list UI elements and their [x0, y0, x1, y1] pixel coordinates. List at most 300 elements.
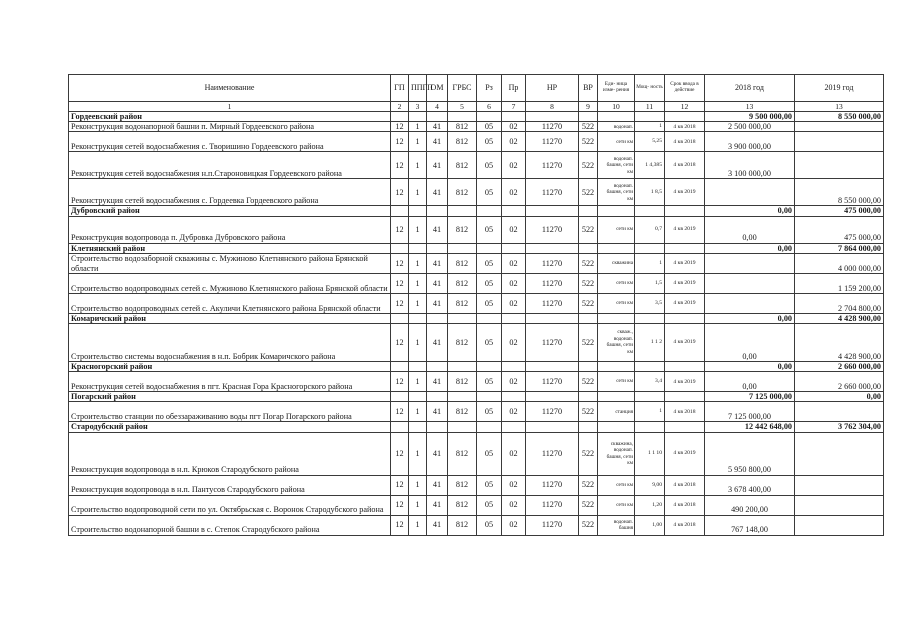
capacity-cell: 1 1 10 [635, 432, 665, 475]
ppgp-cell: 1 [409, 152, 427, 179]
value-2019: 475 000,00 [795, 216, 884, 243]
header-2019: 2019 год [795, 75, 884, 102]
value-2018: 3 100 000,00 [705, 152, 795, 179]
empty-cell [391, 112, 409, 122]
unit-cell: скважина [598, 253, 635, 273]
value-2018 [705, 179, 795, 206]
district-name: Комаричский район [69, 313, 391, 323]
empty-cell [635, 313, 665, 323]
rz-cell: 05 [477, 273, 502, 293]
om-cell: 41 [427, 179, 448, 206]
unit-cell: сети км [598, 495, 635, 515]
rz-cell: 05 [477, 323, 502, 361]
capacity-cell: 1,20 [635, 495, 665, 515]
empty-cell [526, 361, 579, 371]
empty-cell [598, 392, 635, 402]
unit-cell: сети км [598, 132, 635, 152]
project-row [69, 273, 884, 293]
empty-cell [409, 361, 427, 371]
nr-cell: 11270 [526, 216, 579, 243]
value-2018: 0,00 [705, 372, 795, 392]
unit-cell: станция [598, 402, 635, 422]
capacity-cell: 1 8,5 [635, 179, 665, 206]
unit-cell: водонап. башня, сети км [598, 152, 635, 179]
om-cell: 41 [427, 475, 448, 495]
value-2019 [795, 495, 884, 515]
empty-cell [391, 243, 409, 253]
empty-cell [635, 112, 665, 122]
ppgp-cell: 1 [409, 402, 427, 422]
rz-cell: 05 [477, 122, 502, 132]
om-cell: 41 [427, 132, 448, 152]
empty-cell [448, 206, 477, 216]
project-name: Реконструкция сетей водоснабжения с. Творишино Гордеевского района [69, 132, 391, 152]
vr-cell: 522 [579, 495, 598, 515]
project-row [69, 402, 884, 422]
om-cell: 41 [427, 253, 448, 273]
gp-cell: 12 [391, 122, 409, 132]
om-cell: 41 [427, 402, 448, 422]
pr-cell: 02 [502, 132, 526, 152]
gp-cell: 12 [391, 152, 409, 179]
empty-cell [665, 422, 705, 432]
gp-cell: 12 [391, 475, 409, 495]
project-row [69, 179, 884, 206]
empty-cell [477, 313, 502, 323]
empty-cell [502, 422, 526, 432]
ppgp-cell: 1 [409, 293, 427, 313]
empty-cell [409, 112, 427, 122]
grbs-cell: 812 [448, 179, 477, 206]
term-cell: 4 кв 2019 [665, 273, 705, 293]
nr-cell: 11270 [526, 179, 579, 206]
vr-cell: 522 [579, 293, 598, 313]
district-row [69, 422, 884, 432]
value-2019: 0,00 [795, 392, 884, 402]
project-row [69, 293, 884, 313]
capacity-cell: 1 1 2 [635, 323, 665, 361]
value-2018: 3 678 400,00 [705, 475, 795, 495]
district-row [69, 243, 884, 253]
empty-cell [448, 422, 477, 432]
value-2019: 2 704 800,00 [795, 293, 884, 313]
om-cell: 41 [427, 293, 448, 313]
pr-cell: 02 [502, 179, 526, 206]
col-number: 4 [427, 102, 448, 112]
term-cell: 4 кв 2018 [665, 122, 705, 132]
gp-cell: 12 [391, 372, 409, 392]
value-2018: 9 500 000,00 [705, 112, 795, 122]
project-row [69, 432, 884, 475]
grbs-cell: 812 [448, 216, 477, 243]
vr-cell: 522 [579, 515, 598, 535]
term-cell: 4 кв 2019 [665, 323, 705, 361]
grbs-cell: 812 [448, 132, 477, 152]
empty-cell [448, 392, 477, 402]
empty-cell [477, 392, 502, 402]
empty-cell [579, 392, 598, 402]
value-2019 [795, 432, 884, 475]
gp-cell: 12 [391, 253, 409, 273]
project-name: Реконструкция водонапорной башни п. Мирный Гордеевского района [69, 122, 391, 132]
district-row [69, 361, 884, 371]
grbs-cell: 812 [448, 293, 477, 313]
header-term: Срок ввода в действие [665, 75, 705, 102]
value-2019: 3 762 304,00 [795, 422, 884, 432]
project-name: Реконструкция сетей водоснабжения с. Гордеевка Гордеевского района [69, 179, 391, 206]
empty-cell [427, 392, 448, 402]
nr-cell: 11270 [526, 475, 579, 495]
empty-cell [635, 206, 665, 216]
header-capacity: Мощ- ность [635, 75, 665, 102]
header-pr: Пр [502, 75, 526, 102]
value-2019: 2 660 000,00 [795, 361, 884, 371]
gp-cell: 12 [391, 132, 409, 152]
empty-cell [427, 313, 448, 323]
empty-cell [579, 361, 598, 371]
empty-cell [526, 422, 579, 432]
vr-cell: 522 [579, 273, 598, 293]
nr-cell: 11270 [526, 495, 579, 515]
ppgp-cell: 1 [409, 179, 427, 206]
project-name: Строительство водопроводных сетей с. Мужиново Клетнянского района Брянской области [69, 273, 391, 293]
project-row [69, 152, 884, 179]
ppgp-cell: 1 [409, 323, 427, 361]
value-2019 [795, 402, 884, 422]
nr-cell: 11270 [526, 432, 579, 475]
budget-table-sheet [68, 74, 883, 536]
pr-cell: 02 [502, 372, 526, 392]
project-row [69, 323, 884, 361]
vr-cell: 522 [579, 253, 598, 273]
empty-cell [502, 313, 526, 323]
value-2018: 5 950 800,00 [705, 432, 795, 475]
term-cell: 4 кв 2018 [665, 402, 705, 422]
empty-cell [427, 206, 448, 216]
pr-cell: 02 [502, 293, 526, 313]
om-cell: 41 [427, 122, 448, 132]
vr-cell: 522 [579, 475, 598, 495]
unit-cell: сети км [598, 273, 635, 293]
col-number: 1 [69, 102, 391, 112]
empty-cell [477, 361, 502, 371]
rz-cell: 05 [477, 372, 502, 392]
rz-cell: 05 [477, 152, 502, 179]
value-2018: 0,00 [705, 361, 795, 371]
value-2018: 0,00 [705, 313, 795, 323]
unit-cell: водонап. башня, сети км [598, 179, 635, 206]
term-cell: 4 кв 2019 [665, 179, 705, 206]
ppgp-cell: 1 [409, 132, 427, 152]
project-name: Реконструкция сетей водоснабжения н.п.Староновицкая Гордеевского района [69, 152, 391, 179]
district-name: Клетнянский район [69, 243, 391, 253]
value-2018: 0,00 [705, 206, 795, 216]
unit-cell: сети км [598, 216, 635, 243]
empty-cell [477, 422, 502, 432]
project-name: Строительство водонапорной башни в с. Степок Стародубского района [69, 515, 391, 535]
rz-cell: 05 [477, 179, 502, 206]
unit-cell: скваж., водонап. башня, сети км [598, 323, 635, 361]
project-name: Реконструкция водопровода в н.п. Крюков Стародубского района [69, 432, 391, 475]
header-row [69, 75, 884, 102]
project-name: Строительство системы водоснабжения в н.п. Бобрик Комаричского района [69, 323, 391, 361]
ppgp-cell: 1 [409, 273, 427, 293]
unit-cell: сети км [598, 293, 635, 313]
pr-cell: 02 [502, 152, 526, 179]
unit-cell: сети км [598, 475, 635, 495]
value-2019: 475 000,00 [795, 206, 884, 216]
empty-cell [598, 422, 635, 432]
district-row [69, 206, 884, 216]
gp-cell: 12 [391, 216, 409, 243]
vr-cell: 522 [579, 402, 598, 422]
value-2019 [795, 152, 884, 179]
rz-cell: 05 [477, 402, 502, 422]
gp-cell: 12 [391, 402, 409, 422]
grbs-cell: 812 [448, 273, 477, 293]
project-row [69, 475, 884, 495]
value-2018: 0,00 [705, 216, 795, 243]
header-gp: ГП [391, 75, 409, 102]
value-2019: 4 428 900,00 [795, 313, 884, 323]
empty-cell [477, 112, 502, 122]
pr-cell: 02 [502, 122, 526, 132]
vr-cell: 522 [579, 216, 598, 243]
budget-table [68, 74, 884, 536]
district-row [69, 112, 884, 122]
col-number: 8 [526, 102, 579, 112]
term-cell: 4 кв 2018 [665, 152, 705, 179]
term-cell: 4 кв 2019 [665, 432, 705, 475]
empty-cell [665, 361, 705, 371]
project-row [69, 515, 884, 535]
gp-cell: 12 [391, 323, 409, 361]
grbs-cell: 812 [448, 152, 477, 179]
empty-cell [427, 422, 448, 432]
om-cell: 41 [427, 432, 448, 475]
empty-cell [502, 392, 526, 402]
value-2018: 0,00 [705, 243, 795, 253]
project-row [69, 132, 884, 152]
grbs-cell: 812 [448, 495, 477, 515]
col-number: 11 [635, 102, 665, 112]
value-2018: 7 125 000,00 [705, 402, 795, 422]
pr-cell: 02 [502, 475, 526, 495]
om-cell: 41 [427, 273, 448, 293]
grbs-cell: 812 [448, 515, 477, 535]
capacity-cell: 3,5 [635, 293, 665, 313]
project-row [69, 216, 884, 243]
empty-cell [665, 243, 705, 253]
empty-cell [448, 112, 477, 122]
empty-cell [665, 112, 705, 122]
capacity-cell: 9,00 [635, 475, 665, 495]
capacity-cell: 1 [635, 402, 665, 422]
grbs-cell: 812 [448, 372, 477, 392]
ppgp-cell: 1 [409, 253, 427, 273]
grbs-cell: 812 [448, 323, 477, 361]
col-number: 13 [795, 102, 884, 112]
header-nr: НР [526, 75, 579, 102]
col-number: 10 [598, 102, 635, 112]
capacity-cell: 0,7 [635, 216, 665, 243]
empty-cell [526, 112, 579, 122]
pr-cell: 02 [502, 432, 526, 475]
gp-cell: 12 [391, 515, 409, 535]
pr-cell: 02 [502, 273, 526, 293]
empty-cell [502, 361, 526, 371]
term-cell: 4 кв 2019 [665, 253, 705, 273]
col-number: 13 [705, 102, 795, 112]
grbs-cell: 812 [448, 432, 477, 475]
pr-cell: 02 [502, 216, 526, 243]
vr-cell: 522 [579, 323, 598, 361]
empty-cell [409, 313, 427, 323]
empty-cell [391, 361, 409, 371]
pr-cell: 02 [502, 323, 526, 361]
project-row [69, 122, 884, 132]
empty-cell [598, 313, 635, 323]
ppgp-cell: 1 [409, 475, 427, 495]
col-number: 6 [477, 102, 502, 112]
gp-cell: 12 [391, 495, 409, 515]
project-name: Реконструкция водопровода п. Дубровка Дубровского района [69, 216, 391, 243]
vr-cell: 522 [579, 179, 598, 206]
header-name: Наименование [69, 75, 391, 102]
unit-cell: сети км [598, 372, 635, 392]
om-cell: 41 [427, 216, 448, 243]
header-2018: 2018 год [705, 75, 795, 102]
empty-cell [391, 206, 409, 216]
value-2018: 2 500 000,00 [705, 122, 795, 132]
unit-cell: водонап. башня [598, 515, 635, 535]
district-name: Гордеевский район [69, 112, 391, 122]
nr-cell: 11270 [526, 132, 579, 152]
capacity-cell: 5,25 [635, 132, 665, 152]
empty-cell [635, 361, 665, 371]
value-2019 [795, 132, 884, 152]
project-name: Строительство станции по обеззараживанию воды пгт Погар Погарского района [69, 402, 391, 422]
value-2018: 767 148,00 [705, 515, 795, 535]
project-row [69, 372, 884, 392]
col-number: 12 [665, 102, 705, 112]
col-number: 3 [409, 102, 427, 112]
empty-cell [409, 392, 427, 402]
district-name: Красногорский район [69, 361, 391, 371]
header-unit: Еди- ница изме- рения [598, 75, 635, 102]
district-row [69, 313, 884, 323]
nr-cell: 11270 [526, 323, 579, 361]
project-name: Строительство водопроводных сетей с. Акуличи Клетнянского района Брянской области [69, 293, 391, 313]
empty-cell [477, 206, 502, 216]
empty-cell [427, 243, 448, 253]
value-2018: 7 125 000,00 [705, 392, 795, 402]
capacity-cell: 1,00 [635, 515, 665, 535]
capacity-cell: 1 [635, 122, 665, 132]
empty-cell [579, 313, 598, 323]
vr-cell: 522 [579, 432, 598, 475]
om-cell: 41 [427, 323, 448, 361]
value-2019 [795, 122, 884, 132]
pr-cell: 02 [502, 402, 526, 422]
empty-cell [579, 243, 598, 253]
vr-cell: 522 [579, 132, 598, 152]
empty-cell [448, 243, 477, 253]
nr-cell: 11270 [526, 372, 579, 392]
project-row [69, 253, 884, 273]
gp-cell: 12 [391, 179, 409, 206]
unit-cell: водонап. [598, 122, 635, 132]
project-name: Реконструкция сетей водоснабжения в пгт. Красная Гора Красногорского района [69, 372, 391, 392]
ppgp-cell: 1 [409, 122, 427, 132]
value-2018: 490 200,00 [705, 495, 795, 515]
value-2019: 4 428 900,00 [795, 323, 884, 361]
value-2018 [705, 253, 795, 273]
district-row [69, 392, 884, 402]
value-2018: 12 442 648,00 [705, 422, 795, 432]
header-ppgp: ППГП [409, 75, 427, 102]
term-cell: 4 кв 2019 [665, 216, 705, 243]
om-cell: 41 [427, 372, 448, 392]
nr-cell: 11270 [526, 293, 579, 313]
header-grbs: ГРБС [448, 75, 477, 102]
project-name: Реконструкция водопровода в н.п. Пантусов Стародубского района [69, 475, 391, 495]
column-number-row [69, 102, 884, 112]
term-cell: 4 кв 2018 [665, 495, 705, 515]
term-cell: 4 кв 2018 [665, 132, 705, 152]
col-number: 7 [502, 102, 526, 112]
om-cell: 41 [427, 152, 448, 179]
value-2018 [705, 273, 795, 293]
header-om: ОМ [427, 75, 448, 102]
empty-cell [665, 313, 705, 323]
value-2018 [705, 293, 795, 313]
gp-cell: 12 [391, 293, 409, 313]
om-cell: 41 [427, 495, 448, 515]
value-2019: 7 864 000,00 [795, 243, 884, 253]
value-2018: 3 900 000,00 [705, 132, 795, 152]
rz-cell: 05 [477, 253, 502, 273]
vr-cell: 522 [579, 152, 598, 179]
empty-cell [502, 112, 526, 122]
project-row [69, 495, 884, 515]
ppgp-cell: 1 [409, 432, 427, 475]
district-name: Дубровский район [69, 206, 391, 216]
vr-cell: 522 [579, 372, 598, 392]
col-number: 5 [448, 102, 477, 112]
empty-cell [391, 392, 409, 402]
empty-cell [635, 392, 665, 402]
empty-cell [598, 361, 635, 371]
rz-cell: 05 [477, 475, 502, 495]
header-rz: Рз [477, 75, 502, 102]
value-2018: 0,00 [705, 323, 795, 361]
empty-cell [665, 206, 705, 216]
empty-cell [526, 243, 579, 253]
grbs-cell: 812 [448, 122, 477, 132]
empty-cell [477, 243, 502, 253]
empty-cell [448, 361, 477, 371]
empty-cell [635, 243, 665, 253]
nr-cell: 11270 [526, 253, 579, 273]
value-2019 [795, 475, 884, 495]
empty-cell [526, 313, 579, 323]
empty-cell [635, 422, 665, 432]
empty-cell [579, 422, 598, 432]
value-2019: 8 550 000,00 [795, 112, 884, 122]
rz-cell: 05 [477, 432, 502, 475]
value-2019 [795, 515, 884, 535]
